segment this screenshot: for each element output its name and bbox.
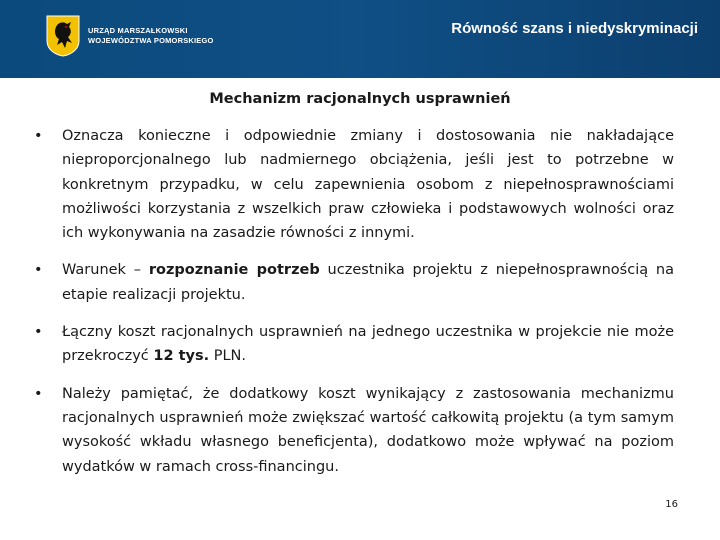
- org-name-line2: WOJEWÓDZTWA POMORSKIEGO: [88, 36, 214, 45]
- header-bar: [0, 0, 720, 78]
- bullet-text: Należy pamiętać, że dodatkowy koszt wynikający z zastosowania mechanizmu racjonalnych usprawnień może zwiększać wartość całkowitą projektu (a tym samym wysokość wkładu własnego beneficjenta), dodatkowo może wpływać na poziom wydatków w ramach cross-financingu.: [62, 385, 674, 475]
- bullet-item: [34, 124, 674, 245]
- bullet-text-post: PLN.: [209, 348, 246, 365]
- page-number: 16: [665, 499, 678, 510]
- griffin-crest-icon: [46, 15, 80, 57]
- bullet-text: Oznacza konieczne i odpowiednie zmiany i dostosowania nie nakładające nieproporcjonalnego lub nadmiernego obciążenia, jeśli jest to potrzebne w konkretnym przypadku, w celu zapewnienia osobom z niepełnosprawnościami możliwości korzystania z wszelkich praw człowieka i podstawowych wolności oraz ich wykonywania na zasadzie równości z innymi.: [62, 128, 674, 242]
- slide-title: Mechanizm racjonalnych usprawnień: [209, 91, 511, 107]
- logo: [46, 15, 214, 57]
- bullet-item: [34, 382, 674, 479]
- bullet-text-post: uczestnika projektu z niepełnosprawnością na etapie realizacji projektu.: [62, 262, 674, 303]
- bullet-text-bold: 12 tys.: [153, 348, 210, 365]
- bullet-list: [34, 124, 674, 492]
- bullet-item: [34, 320, 674, 369]
- header-title: Równość szans i niedyskryminacji: [451, 20, 698, 37]
- org-name-line1: URZĄD MARSZAŁKOWSKI: [88, 26, 188, 35]
- bullet-text-pre: Warunek –: [62, 262, 149, 279]
- bullet-text-pre: Łączny koszt racjonalnych usprawnień na jednego uczestnika w projekcie nie może przekroczyć: [62, 324, 674, 365]
- bullet-text-bold: rozpoznanie potrzeb: [148, 262, 320, 279]
- bullet-item: [34, 258, 674, 307]
